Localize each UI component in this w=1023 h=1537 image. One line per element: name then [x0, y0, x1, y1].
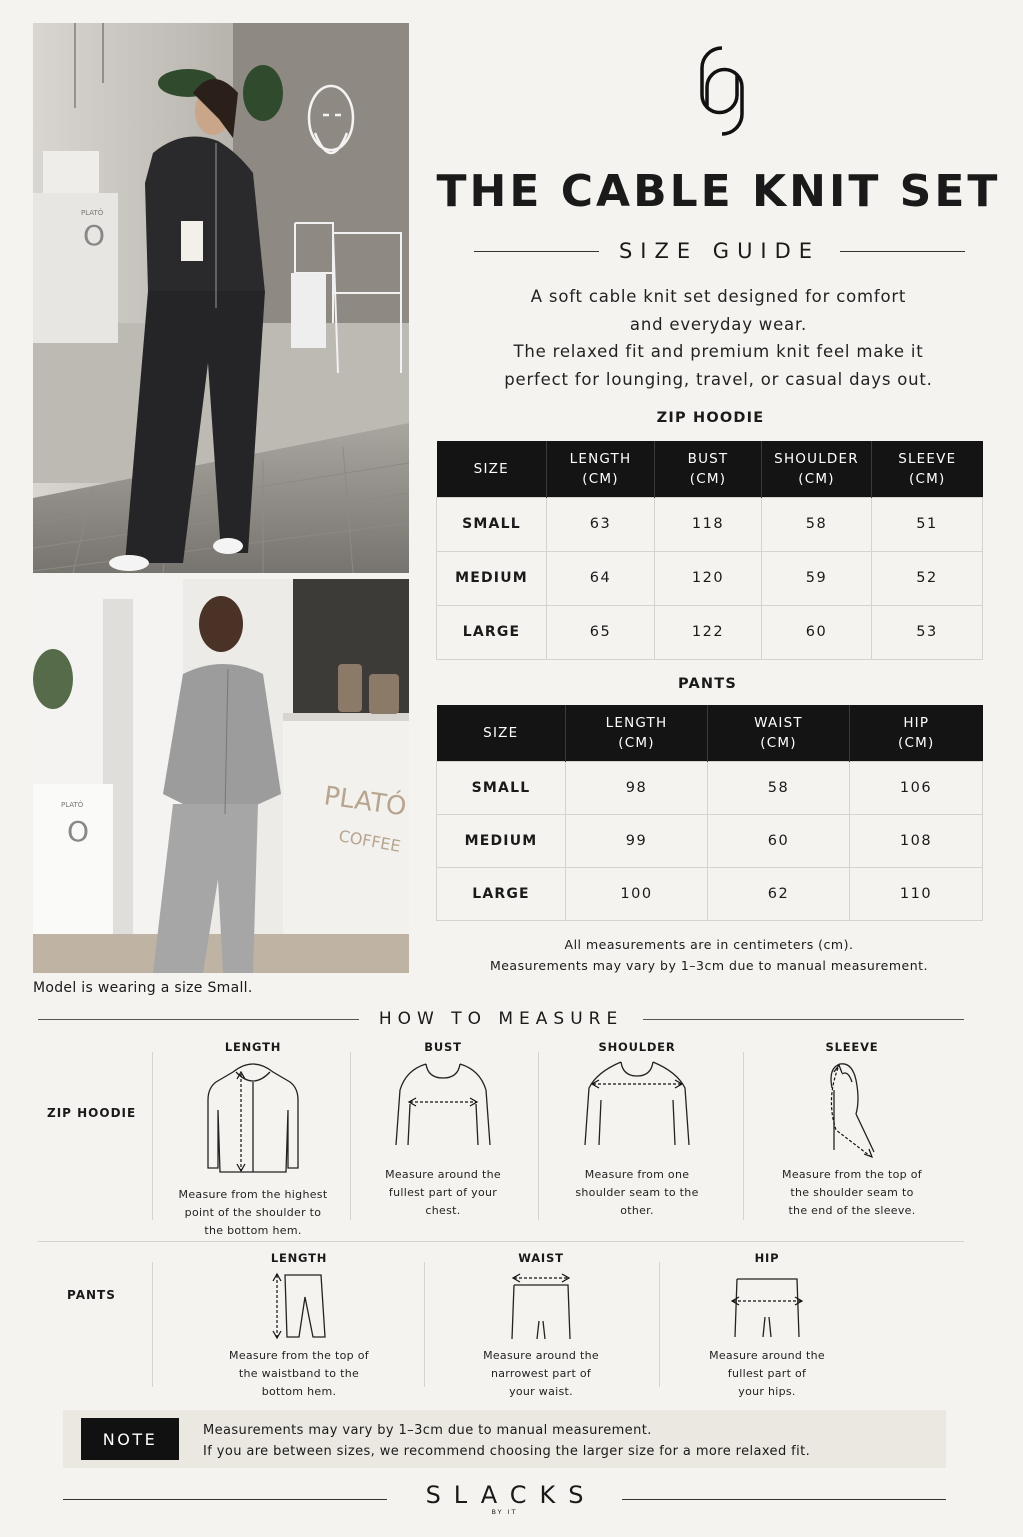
hoodie-length-diagram-icon [198, 1060, 308, 1180]
note-line: All measurements are in centimeters (cm). [564, 937, 854, 952]
divider [424, 1262, 425, 1387]
description-line: The relaxed fit and premium knit feel make it [513, 342, 924, 361]
brand-logo [413, 1482, 597, 1517]
table-row [437, 814, 983, 867]
table-row [437, 867, 983, 920]
pants-waist-guide [456, 1251, 626, 1401]
model-size-caption: Model is wearing a size Small. [33, 980, 253, 996]
table-header-row [437, 441, 983, 497]
measure-label: SHOULDER [598, 1040, 676, 1054]
table-cell: 120 [655, 551, 762, 605]
note-line: If you are between sizes, we recommend choosing the larger size for a more relaxed fit. [203, 1444, 811, 1459]
counter-sign-coffee: COFFEE [337, 826, 403, 856]
shoulder-diagram-icon [577, 1060, 697, 1160]
measure-description: Measure from the highest point of the shoulder to the bottom hem. [178, 1188, 328, 1237]
table-cell: 108 [850, 814, 983, 867]
pants-hip-guide [682, 1251, 852, 1401]
pants-length-diagram-icon [269, 1271, 329, 1341]
size-cell: SMALL [437, 497, 547, 551]
table-header-row [437, 705, 983, 761]
footer-brand [63, 1480, 946, 1516]
divider [840, 251, 965, 252]
divider [622, 1499, 946, 1500]
description-line: A soft cable knit set designed for comfort [530, 287, 907, 306]
sleeve-diagram-icon [812, 1060, 892, 1160]
measure-description: Measure from the top of the shoulder seam to the end of the sleeve. [782, 1168, 922, 1217]
measure-label: LENGTH [224, 1040, 282, 1054]
note-box [63, 1410, 946, 1468]
table-cell: 122 [655, 605, 762, 659]
hoodie-sleeve-guide [757, 1040, 947, 1220]
measure-label: WAIST [518, 1251, 564, 1265]
bust-diagram-icon [388, 1060, 498, 1160]
zip-hoodie-row-label: ZIP HOODIE [47, 1106, 137, 1120]
table-cell: 118 [655, 497, 762, 551]
divider [659, 1262, 660, 1387]
measure-description: Measure from the top of the waistband to the bottom hem. [229, 1349, 369, 1398]
table-cell: 99 [566, 814, 708, 867]
divider [643, 1019, 964, 1020]
size-cell: LARGE [437, 867, 566, 920]
table-cell: 98 [566, 761, 708, 814]
table-cell: 58 [708, 761, 850, 814]
table-row [437, 497, 983, 551]
measure-label: BUST [424, 1040, 462, 1054]
column-header: SLEEVE (CM) [872, 441, 983, 497]
divider [152, 1052, 153, 1220]
measure-label: HIP [754, 1251, 780, 1265]
table-cell: 53 [872, 605, 983, 659]
hip-diagram-icon [729, 1271, 805, 1341]
size-cell: SMALL [437, 761, 566, 814]
pants-size-table [436, 705, 983, 921]
divider [38, 1241, 964, 1242]
column-header: LENGTH (CM) [547, 441, 655, 497]
note-line: Measurements may vary by 1–3cm due to manual measurement. [203, 1423, 652, 1438]
size-cell: LARGE [437, 605, 547, 659]
table-cell: 62 [708, 867, 850, 920]
subtitle: SIZE GUIDE [618, 239, 821, 263]
size-cell: MEDIUM [437, 551, 547, 605]
divider [474, 251, 599, 252]
divider [38, 1019, 359, 1020]
brand-name: SLACKS [425, 1480, 597, 1509]
page-title: THE CABLE KNIT SET [436, 166, 1001, 217]
measure-description: Measure around the narrowest part of your waist. [483, 1349, 599, 1398]
table-cell: 63 [547, 497, 655, 551]
column-header: BUST (CM) [655, 441, 762, 497]
note-badge: NOTE [81, 1418, 179, 1460]
table-cell: 106 [850, 761, 983, 814]
column-header: WAIST (CM) [708, 705, 850, 761]
description-line: and everyday wear. [629, 314, 808, 334]
pants-table-title: PANTS [678, 676, 737, 692]
table-cell: 65 [547, 605, 655, 659]
brand-sub: BY IT [491, 1507, 518, 1516]
table-row [437, 761, 983, 814]
table-cell: 51 [872, 497, 983, 551]
table-cell: 100 [566, 867, 708, 920]
hoodie-bust-guide [358, 1040, 528, 1220]
photo-grey-cable-knit-set [33, 579, 409, 973]
column-header: SIZE [437, 705, 566, 761]
divider [538, 1052, 539, 1220]
note-line: Measurements may vary by 1–3cm due to manual measurement. [489, 958, 929, 973]
note-text [203, 1420, 810, 1462]
divider [350, 1052, 351, 1220]
table-cell: 59 [762, 551, 872, 605]
pants-length-guide [214, 1251, 384, 1401]
divider [63, 1499, 387, 1500]
table-cell: 58 [762, 497, 872, 551]
photo-black-cable-knit-set [33, 23, 409, 573]
table-cell: 64 [547, 551, 655, 605]
measure-description: Measure around the fullest part of your chest. [385, 1168, 501, 1217]
size-cell: MEDIUM [437, 814, 566, 867]
waist-diagram-icon [506, 1271, 576, 1341]
cabinet-sign-letter: O [67, 815, 90, 848]
table-cell: 110 [850, 867, 983, 920]
wall-sign-letter: O [83, 219, 106, 252]
size-guide-heading [474, 238, 965, 264]
description-line: perfect for lounging, travel, or casual days out. [504, 369, 933, 389]
how-to-measure-heading [38, 1007, 964, 1031]
divider [152, 1262, 153, 1387]
cabinet-sign-text: PLATÓ [61, 801, 84, 809]
measure-label: LENGTH [270, 1251, 328, 1265]
table-cell: 60 [708, 814, 850, 867]
zip-hoodie-table-title: ZIP HOODIE [656, 410, 765, 426]
hoodie-length-guide [163, 1040, 343, 1240]
how-to-measure-title: HOW TO MEASURE [378, 1009, 624, 1029]
brand-s-logo-icon [697, 45, 747, 137]
table-cell: 52 [872, 551, 983, 605]
hoodie-shoulder-guide [547, 1040, 727, 1220]
table-cell: 60 [762, 605, 872, 659]
measurement-notes [436, 934, 982, 976]
zip-hoodie-size-table [436, 441, 983, 660]
measure-label: SLEEVE [825, 1040, 879, 1054]
product-description [436, 283, 1001, 393]
column-header: SHOULDER (CM) [762, 441, 872, 497]
measure-description: Measure from one shoulder seam to the other. [575, 1168, 699, 1217]
column-header: LENGTH (CM) [566, 705, 708, 761]
table-row [437, 551, 983, 605]
column-header: HIP (CM) [850, 705, 983, 761]
pants-row-label: PANTS [67, 1288, 116, 1302]
column-header: SIZE [437, 441, 547, 497]
divider [743, 1052, 744, 1220]
wall-sign-text: PLATÓ [81, 209, 104, 217]
counter-sign-plato: PLATÓ [322, 781, 409, 823]
table-row [437, 605, 983, 659]
measure-description: Measure around the fullest part of your hips. [709, 1349, 825, 1398]
